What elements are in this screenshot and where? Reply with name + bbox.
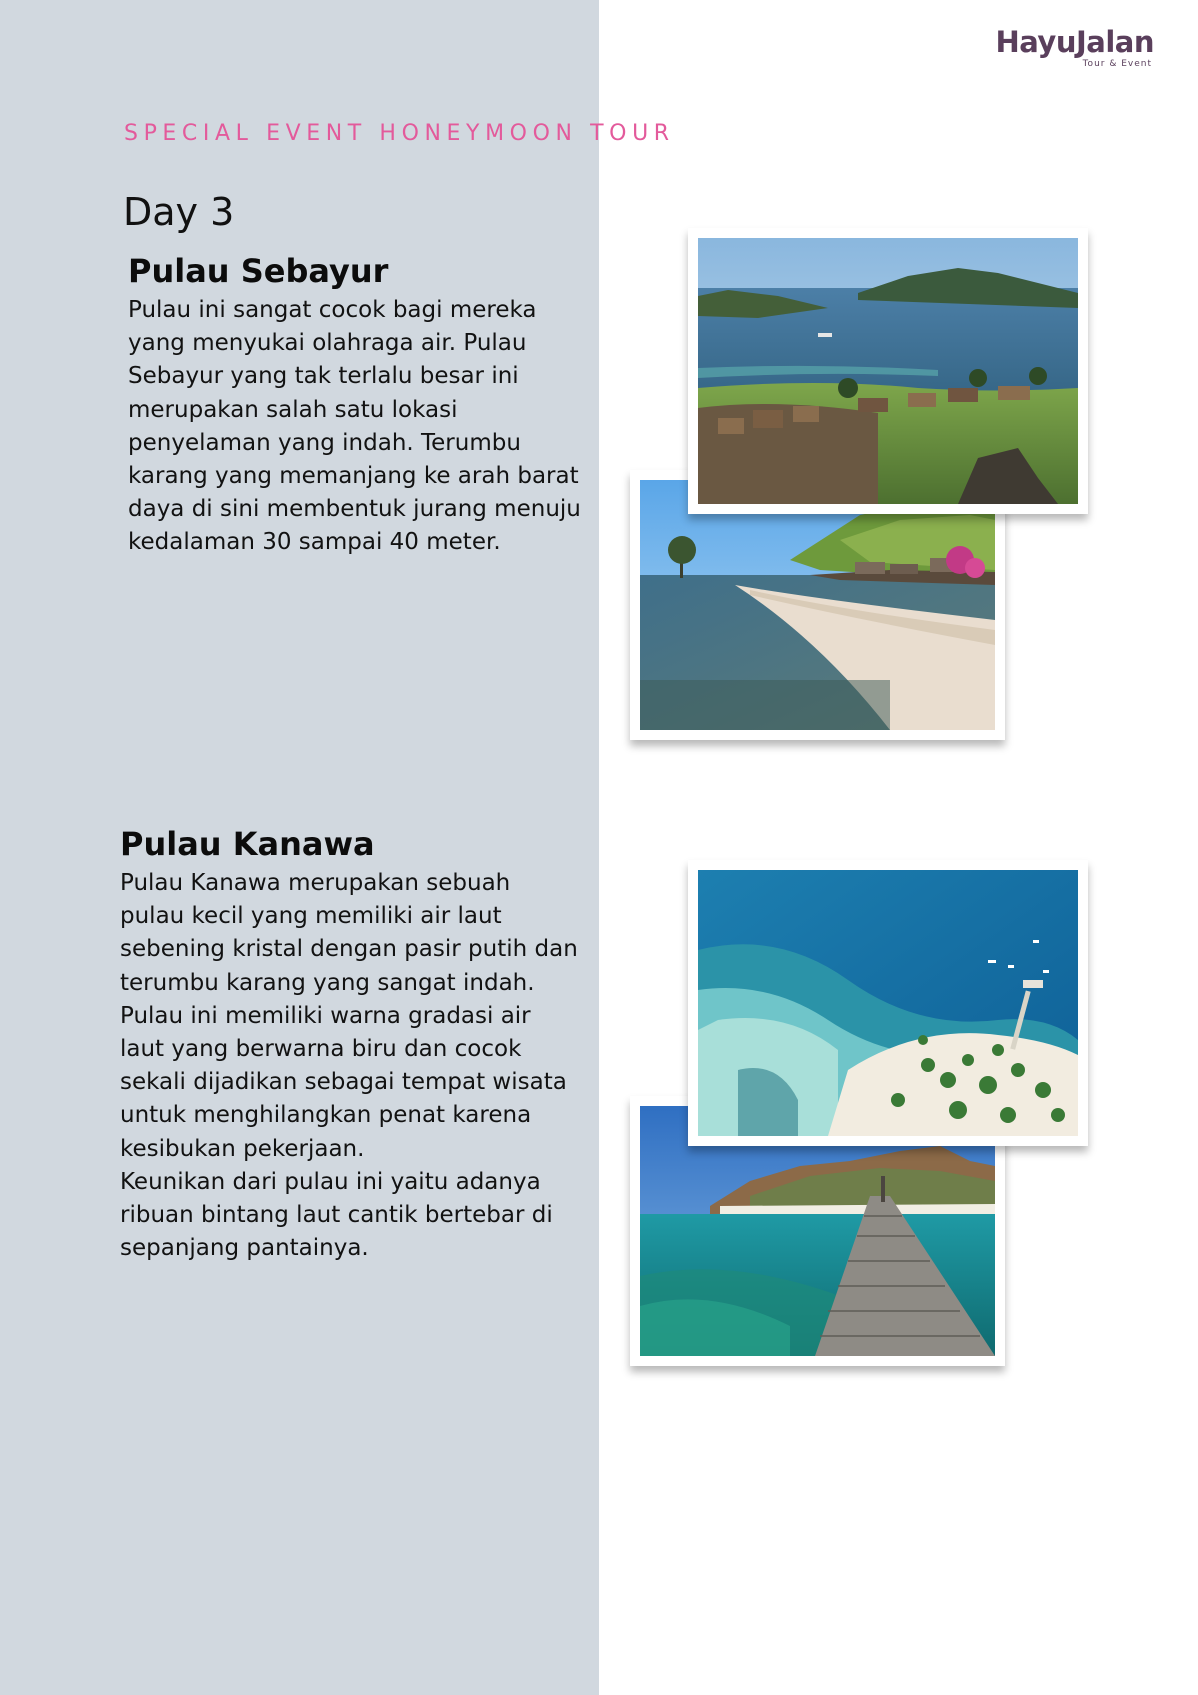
section-body [128,294,588,560]
beach-scene-image [640,480,995,730]
section-pulau-sebayur [128,252,588,560]
section-title: Pulau Kanawa [120,825,375,863]
day-label: Day 3 [123,190,235,234]
section-title: Pulau Sebayur [128,252,389,290]
section-paragraph: Pulau Kanawa merupakan sebuah pulau kecil yang memiliki air laut sebening kristal dengan pasir putih dan terumbu karang yang sangat indah. Pulau ini memiliki warna gradasi air laut yang berwarna biru dan cocok sekali dijadikan sebagai tempat wisata untuk menghilangkan penat karena kesibukan pekerjaan. [120,870,578,1162]
section-paragraph: Pulau ini sangat cocok bagi mereka yang menyukai olahraga air. Pulau Sebayur yang tak terlalu besar ini merupakan salah satu lokasi penyelaman yang indah. Terumbu karang yang memanjang ke arah barat daya di sini membentuk jurang menuju kedalaman 30 sampai 40 meter. [128,297,581,556]
photo-sebayur-bay [688,228,1088,514]
brand-name: HayuJalan [995,25,1154,59]
brand-logo [995,26,1154,69]
photo-kanawa-aerial [688,860,1088,1146]
brand-tagline: Tour & Event [1082,59,1152,69]
event-title: SPECIAL EVENT HONEYMOON TOUR [124,121,675,146]
section-pulau-kanawa [120,825,580,1265]
aerial-scene-image [698,870,1078,1136]
section-body [120,867,580,1265]
bay-scene-image [698,238,1078,504]
section-paragraph: Keunikan dari pulau ini yaitu adanya ribuan bintang laut cantik bertebar di sepanjang pantainya. [120,1168,553,1262]
